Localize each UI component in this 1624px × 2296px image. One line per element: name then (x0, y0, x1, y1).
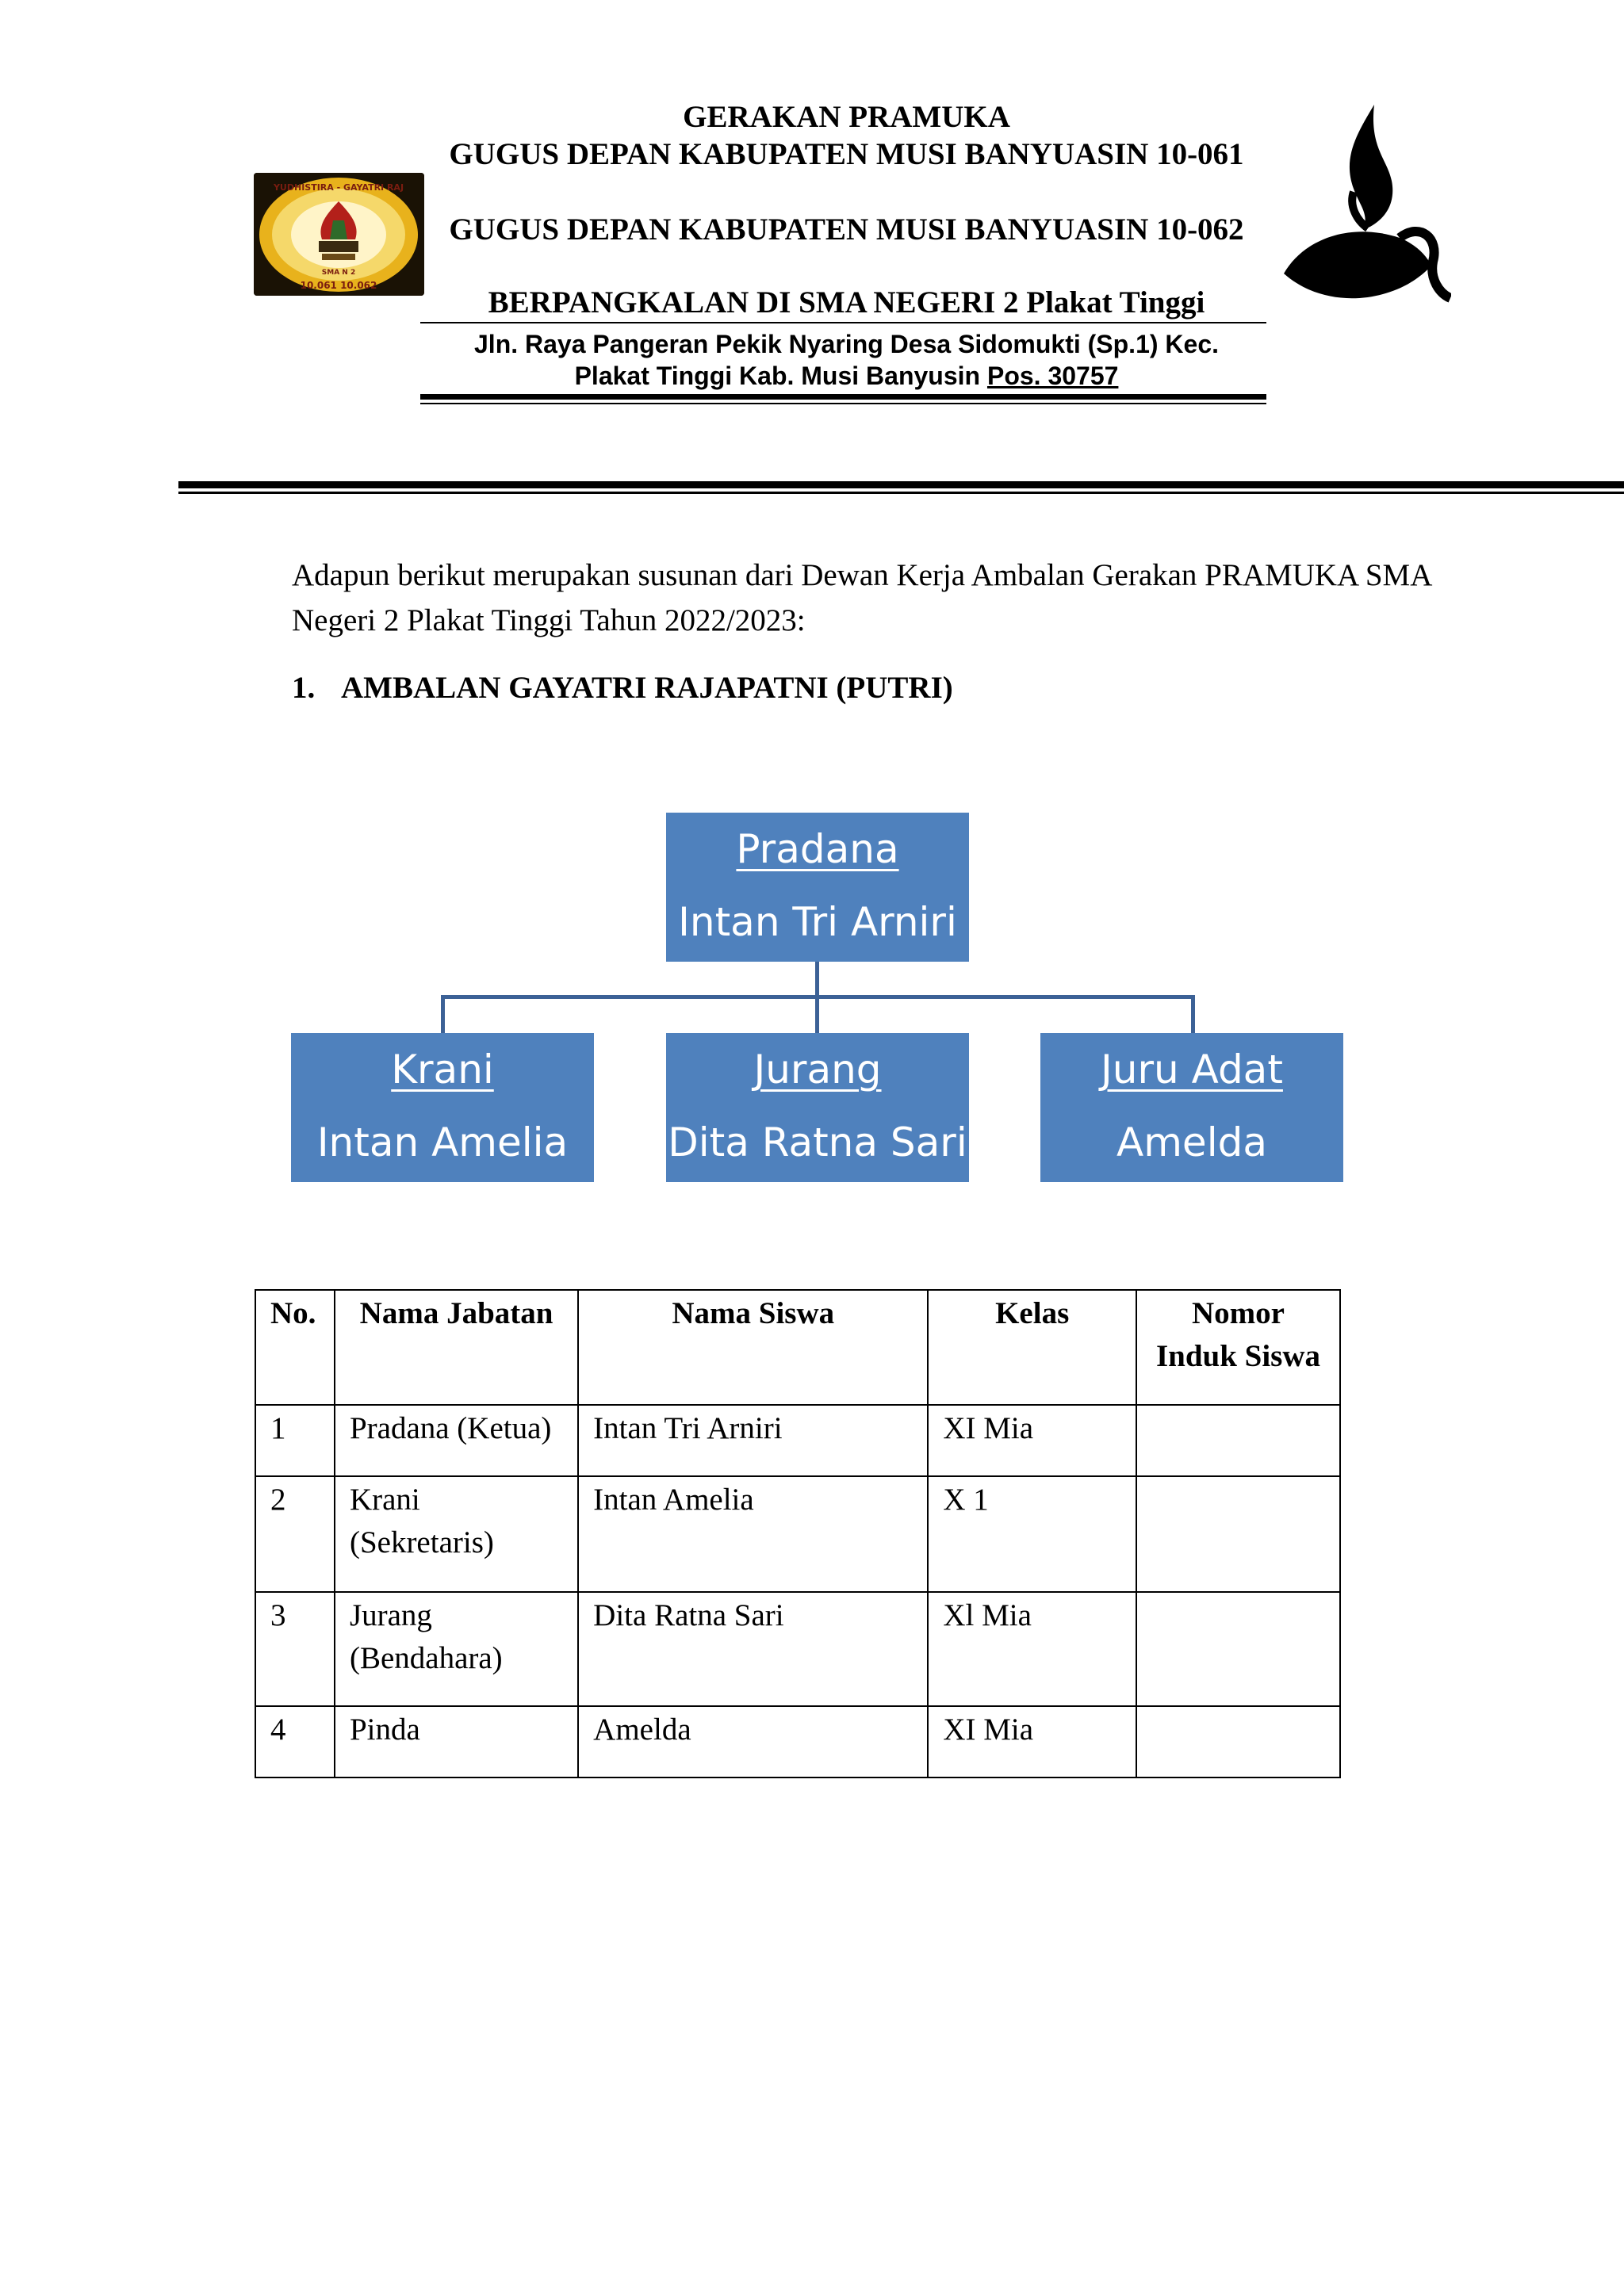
base-school-prefix: BERPANGKALAN DI SMA NEGERI 2 (488, 285, 1019, 320)
base-school-line (424, 284, 1269, 321)
address-line-2 (424, 360, 1269, 392)
section-heading (292, 668, 953, 708)
cell-jabatan (335, 1592, 578, 1706)
cell-siswa: Intan Amelia (578, 1476, 928, 1592)
intro-paragraph: Adapun berikut merupakan susunan dari Dewan Kerja Ambalan Gerakan PRAMUKA SMA Negeri 2 Plakat Tinggi Tahun 2022/2023: (292, 558, 1431, 637)
org-name: Amelda (1116, 1119, 1267, 1165)
col-nis (1136, 1290, 1340, 1405)
emblem-top-text: YUDHISTIRA - GAYATRI RAJ (273, 182, 404, 193)
cell-jabatan (335, 1706, 578, 1777)
cell-jabatan (335, 1476, 578, 1592)
member-table (255, 1289, 1341, 1778)
postal-code: Pos. 30757 (986, 362, 1119, 390)
org-role: Pradana (736, 826, 899, 872)
org-box-juru-adat (1040, 1033, 1343, 1182)
gugus-depan-062: GUGUS DEPAN KABUPATEN MUSI BANYUASIN 10-062 (449, 212, 1244, 247)
cell-siswa: Intan Tri Arniri (578, 1405, 928, 1476)
base-school-suffix: Plakat Tinggi (1026, 285, 1205, 320)
cell-siswa: Dita Ratna Sari (578, 1592, 928, 1706)
page-divider-thin (178, 492, 1624, 494)
col-no: No. (255, 1290, 335, 1405)
cell-jabatan-line1: Jurang (349, 1598, 432, 1632)
address-line-1: Jln. Raya Pangeran Pekik Nyaring Desa Sidomukti (Sp.1) Kec. (474, 330, 1219, 358)
org-box-pradana (666, 813, 969, 962)
col-siswa: Nama Siswa (578, 1290, 928, 1405)
cell-kelas: XI Mia (928, 1405, 1136, 1476)
section-title-text: AMBALAN GAYATRI RAJAPATNI (PUTRI) (341, 671, 953, 705)
cell-jabatan-line2: (Bendahara) (349, 1641, 503, 1675)
org-name: Intan Amelia (316, 1119, 569, 1165)
col-jabatan: Nama Jabatan (335, 1290, 578, 1405)
table-row (255, 1592, 1340, 1706)
org-connector-left (441, 995, 445, 1033)
emblem-bottom-text: 10.061 10.062 (300, 280, 377, 291)
cell-no: 1 (255, 1405, 335, 1476)
cell-siswa: Amelda (578, 1706, 928, 1777)
col-nis-line2: Induk Siswa (1155, 1339, 1321, 1373)
org-box-krani (291, 1033, 594, 1182)
cell-no: 3 (255, 1592, 335, 1706)
cell-nis (1136, 1405, 1340, 1476)
emblem-graphic (254, 173, 424, 296)
org-role: Jurang (753, 1047, 882, 1093)
emblem-mid-text: SMA N 2 (321, 269, 356, 277)
table-row (255, 1405, 1340, 1476)
tunas-kelapa-logo (1281, 103, 1451, 321)
org-connector-top (815, 962, 819, 997)
cell-nis (1136, 1476, 1340, 1592)
org-role: Juru Adat (1101, 1047, 1283, 1093)
cell-jabatan (335, 1405, 578, 1476)
col-kelas: Kelas (928, 1290, 1136, 1405)
cell-nis (1136, 1706, 1340, 1777)
header-divider-thin (420, 322, 1266, 323)
cell-kelas: Xl Mia (928, 1592, 1136, 1706)
org-role: Krani (391, 1047, 494, 1093)
org-title: GERAKAN PRAMUKA (683, 100, 1010, 134)
cell-jabatan-line1: Pinda (349, 1712, 420, 1747)
col-nis-line1: Nomor (1192, 1296, 1285, 1330)
cell-no: 2 (255, 1476, 335, 1592)
cell-kelas: X 1 (928, 1476, 1136, 1592)
gugus-depan-061: GUGUS DEPAN KABUPATEN MUSI BANYUASIN 10-061 (449, 137, 1244, 171)
org-connector-right (1191, 995, 1195, 1033)
org-name: Dita Ratna Sari (668, 1119, 967, 1165)
address-city: Plakat Tinggi Kab. Musi Banyusin (574, 362, 981, 390)
org-connector-middle (815, 995, 819, 1033)
tunas-kelapa-icon (1281, 103, 1451, 321)
org-box-jurang (666, 1033, 969, 1182)
cell-no: 4 (255, 1706, 335, 1777)
table-header-row (255, 1290, 1340, 1405)
cell-jabatan-line1: Krani (349, 1483, 420, 1517)
cell-kelas: XI Mia (928, 1706, 1136, 1777)
page-divider-thick (178, 481, 1624, 488)
cell-jabatan-line2: (Sekretaris) (349, 1525, 494, 1559)
header-divider-thick (420, 394, 1266, 400)
cell-nis (1136, 1592, 1340, 1706)
org-name: Intan Tri Arniri (678, 899, 957, 945)
table-row (255, 1476, 1340, 1592)
gugus-depan-emblem (254, 173, 424, 296)
section-number: 1. (292, 671, 316, 705)
cell-jabatan-line1: Pradana (Ketua) (349, 1411, 552, 1445)
table-row (255, 1706, 1340, 1777)
header-divider-thin-2 (420, 403, 1266, 404)
